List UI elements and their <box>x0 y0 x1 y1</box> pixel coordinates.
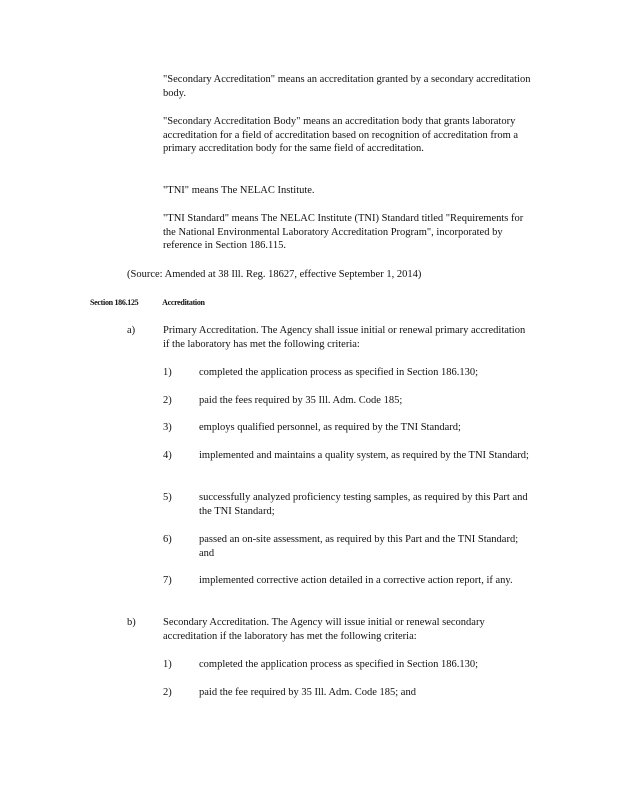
item-b-2-label: 2) <box>163 687 172 698</box>
item-a-5-text: successfully analyzed proficiency testing samples, as required by this Part and the TNI Standard; <box>199 492 528 517</box>
source-note: (Source: Amended at 38 Ill. Reg. 18627, effective September 1, 2014) <box>127 269 422 280</box>
item-a-label: a) <box>127 325 136 336</box>
definition-secondary-accreditation: "Secondary Accreditation" means an accreditation granted by a secondary accreditation body. <box>163 74 531 99</box>
section-heading <box>90 296 205 310</box>
item-a-1-label: 1) <box>163 367 172 378</box>
item-a-3-text: employs qualified personnel, as required by the TNI Standard; <box>199 422 461 433</box>
item-a-5-label: 5) <box>163 492 172 503</box>
item-b-label: b) <box>127 617 136 628</box>
definition-secondary-accreditation-body: "Secondary Accreditation Body" means an accreditation body that grants laboratory accreditation for a field of accreditation based on recognition of accreditation from a primary accreditation body for the same field of accreditation. <box>163 116 519 154</box>
item-a-6-text: passed an on-site assessment, as required by this Part and the TNI Standard; and <box>199 534 519 559</box>
item-a-2-label: 2) <box>163 395 172 406</box>
item-a-2-text: paid the fees required by 35 Ill. Adm. Code 185; <box>199 395 403 406</box>
item-a-4-label: 4) <box>163 450 172 461</box>
item-b-2-text: paid the fee required by 35 Ill. Adm. Code 185; and <box>199 687 416 698</box>
item-b-text: Secondary Accreditation. The Agency will issue initial or renewal secondary accreditation if the laboratory has met the following criteria: <box>163 617 485 642</box>
item-b-1-text: completed the application process as specified in Section 186.130; <box>199 659 479 670</box>
section-title: Accreditation <box>162 298 205 307</box>
item-a-1-text: completed the application process as specified in Section 186.130; <box>199 367 479 378</box>
item-a-7-text: implemented corrective action detailed in a corrective action report, if any. <box>199 575 513 586</box>
item-a-4-text: implemented and maintains a quality system, as required by the TNI Standard; <box>199 450 529 461</box>
definition-tni-standard: "TNI Standard" means The NELAC Institute (TNI) Standard titled "Requirements for the National Environmental Laboratory Accreditation Program", incorporated by reference in Section 186.115. <box>163 213 524 251</box>
definition-tni: "TNI" means The NELAC Institute. <box>163 185 315 196</box>
item-a-3-label: 3) <box>163 422 172 433</box>
item-a-7-label: 7) <box>163 575 172 586</box>
item-a-6-label: 6) <box>163 534 172 545</box>
section-number: Section 186.125 <box>90 298 139 307</box>
item-b-1-label: 1) <box>163 659 172 670</box>
item-a-text: Primary Accreditation. The Agency shall issue initial or renewal primary accreditation if the laboratory has met the following criteria: <box>163 325 526 350</box>
